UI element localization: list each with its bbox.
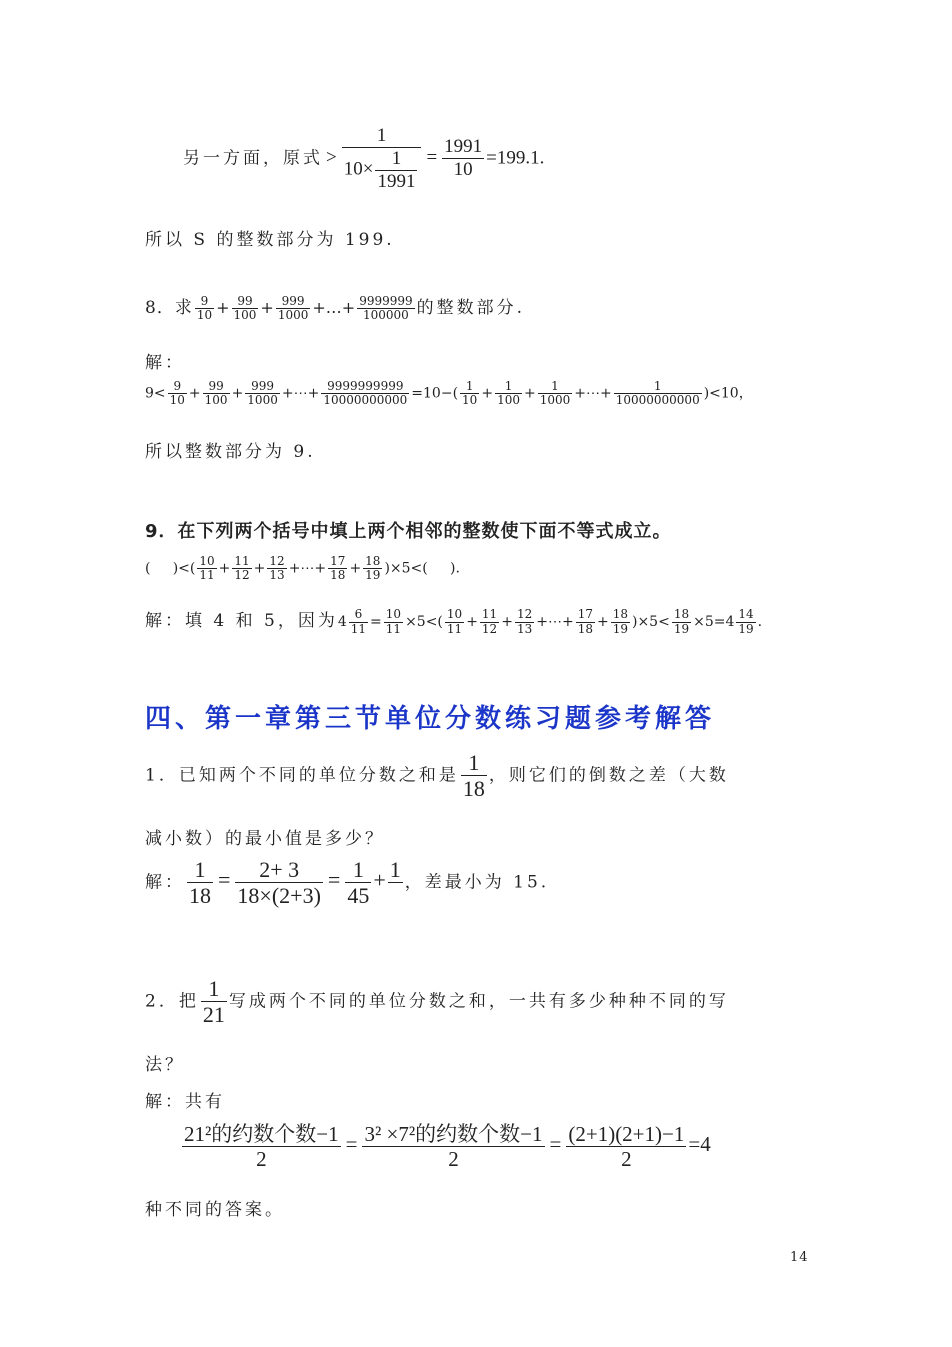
fraction-den: 19 — [673, 621, 690, 636]
fraction-den: 11 — [385, 621, 402, 636]
fraction-num: 14 — [738, 607, 754, 622]
eq-sign: = — [426, 147, 438, 169]
fraction-num: 1 — [342, 125, 422, 148]
fraction-den: 45 — [347, 883, 370, 909]
fraction-den: 13 — [516, 621, 533, 636]
fraction-num: 11 — [481, 607, 498, 622]
fraction-num: 1991 — [444, 136, 483, 158]
sol-term-1 — [445, 608, 464, 635]
sol-tail-1 — [576, 608, 595, 635]
q2-eq-result: =4 — [688, 1132, 711, 1157]
fraction-num: 10 — [199, 554, 215, 568]
fraction-den: 2 — [621, 1147, 632, 1172]
fraction-den: 10000000000 — [323, 393, 408, 408]
sol-frac-f — [736, 608, 755, 635]
fraction-den: 18 — [330, 568, 346, 583]
q2-eq-f1 — [182, 1122, 341, 1171]
expr-right: )×5<( ). — [384, 560, 460, 577]
ineq-rterm-last — [614, 380, 702, 407]
p8-term-last — [357, 295, 414, 322]
q1-sol-f3 — [345, 857, 371, 909]
sol-frac-a — [349, 608, 368, 635]
expr-left: ( )<( — [145, 560, 196, 577]
q2-fraction — [201, 976, 227, 1028]
p7-expression — [183, 125, 544, 193]
p7-fraction-1 — [342, 125, 422, 193]
ineq-term-3 — [245, 380, 280, 407]
fraction-den: 19 — [612, 621, 628, 636]
fraction-den: 19 — [365, 568, 381, 583]
fraction-num: 18 — [365, 554, 381, 568]
ineq-rterm-2 — [495, 380, 522, 407]
q2-line2: 法？ — [145, 1055, 185, 1075]
q2-conclusion: 种不同的答案。 — [145, 1200, 285, 1220]
fraction-num: 1 — [495, 380, 522, 394]
p8-solution-label: 解： — [145, 353, 185, 373]
fraction-num: 9 — [195, 295, 214, 309]
fraction-den: 21 — [202, 1002, 225, 1028]
ineq-rterm-1 — [460, 380, 479, 407]
fraction-num: 1 — [345, 857, 371, 883]
q1-solution: 解： $\frac{1}{18}$ = $\frac{2+ 3}{18\times(2+3)}$ = $\frac{1}{45}$ + 1 ，差最小为 15. — [145, 857, 550, 909]
expr-term-2 — [232, 555, 251, 582]
q2-text2: 写成两个不同的单位分数之和，一共有多少种种不同的写 — [228, 991, 729, 1012]
fraction-den: 1991 — [377, 170, 416, 192]
ineq-term-1 — [168, 380, 187, 407]
sol-e: ×5=4 — [693, 614, 735, 630]
fraction-num: 17 — [577, 607, 593, 622]
fraction-den: 19 — [738, 621, 754, 636]
p8-term-1 — [195, 295, 214, 322]
fraction-den: 10 — [453, 159, 473, 181]
ineq-term-2 — [203, 380, 230, 407]
q1-fraction — [461, 750, 487, 802]
sol-end: . — [757, 614, 763, 630]
q1-sol-f1 — [187, 857, 213, 909]
q1-sol-f2 — [235, 857, 322, 909]
fraction-num: 1 — [201, 976, 227, 1002]
fraction-den — [388, 883, 403, 908]
fraction-den: 1000 — [539, 393, 571, 408]
sol-term-3 — [515, 608, 534, 635]
p7-fraction-2 — [442, 136, 484, 181]
q1-sol-f4 — [388, 857, 403, 909]
sol-frac-b — [384, 608, 403, 635]
fraction-num: 1 — [375, 148, 417, 171]
fraction-den: 11 — [350, 621, 367, 636]
fraction-num: 3² ×7²的约数个数−1 — [364, 1122, 543, 1146]
dots: +⋯+ — [281, 385, 320, 402]
fraction-den: 100 — [497, 393, 520, 408]
fraction-num: 2+ 3 — [235, 857, 322, 883]
fraction-den: 10 — [196, 308, 213, 322]
fraction-num: (2+1)(2+1)−1 — [568, 1122, 685, 1146]
fraction-den: 18×(2+3) — [237, 883, 321, 909]
p8-term-3 — [276, 295, 311, 322]
fraction-den: 10 — [169, 393, 185, 408]
dots: +⋯+ — [574, 385, 612, 402]
fraction-num: 9999999 — [359, 293, 413, 308]
fraction-den: 18 — [189, 883, 211, 909]
p8-suffix: 的整数部分. — [416, 298, 526, 318]
dots: +…+ — [312, 298, 356, 317]
expr-tail-2 — [363, 555, 382, 582]
ineq-left: 9< — [145, 385, 166, 402]
p8-term-2 — [232, 295, 259, 322]
fraction-den: 10000000000 — [615, 393, 700, 408]
q2-question — [145, 976, 729, 1028]
p8-prefix: 8．求 — [145, 298, 193, 318]
sol-frac-d — [672, 608, 691, 635]
plus-sign: + — [373, 867, 386, 893]
fraction-num: 1 — [187, 857, 213, 883]
fraction-den: 100000 — [363, 308, 409, 322]
fraction-num: 1 — [538, 380, 573, 394]
fraction-den: 12 — [234, 568, 250, 583]
q1-text2: ，则它们的倒数之差（大数 — [488, 765, 729, 786]
fraction-den: 100 — [204, 393, 228, 408]
q1-line2: 减小数）的最小值是多少？ — [145, 829, 385, 849]
q2-eq-f3 — [566, 1122, 686, 1171]
p8-inequality: 9< $\frac{9}{10}$ + $\frac{99}{100}$ + $\frac{999}{1000}$ +⋯+ $\frac{9999999999}{10000000000}$ =10−( $\frac{1}{10}$ + $\frac{1}{100}$ + $\frac{1}{1000}$ +⋯+ $\frac{1}{10000000000}$ )<10， — [145, 379, 753, 408]
fraction-den: 18 — [577, 621, 593, 636]
q2-eq-f2 — [362, 1122, 544, 1171]
q2-sol-label: 解：共有 — [145, 1092, 225, 1112]
q2-equation: $\frac{\text{21²的约数个数−1}}{2}$ = $\frac{\text{3² ×7²的约数个数−1}}{2}$ = $\frac{(2+1)(2+1)-1}{2}$ =4 — [184, 1122, 711, 1172]
nested-fraction — [375, 148, 417, 193]
ineq-mid: =10−( — [411, 385, 459, 402]
fraction-den: 1000 — [247, 393, 278, 408]
expr-term-3 — [267, 555, 286, 582]
fraction-num: 99 — [203, 380, 230, 394]
fraction-den — [342, 148, 422, 193]
mixed-whole: 4 — [337, 614, 347, 630]
p9-solution: 解：填 4 和 5，因为4 $\frac{6}{11}$ = $\frac{10}{11}$ ×5<( $\frac{10}{11}$ + $\frac{11}{12}$ + $\frac{12}{13}$ +⋯+ $\frac{17}{18}$ + $\frac{18}{19}$ )×5< $\frac{18}{19}$ ×5=4 $\frac{14}{19}$ . — [145, 607, 763, 636]
p8-conclusion: 所以整数部分为 9. — [145, 442, 316, 462]
den-prefix: 10× — [343, 158, 374, 180]
fraction-num: 6 — [349, 608, 368, 622]
sol-tail-2 — [611, 608, 630, 635]
fraction-den: 2 — [256, 1147, 267, 1172]
q1-sol-label: 解： — [145, 872, 185, 893]
fraction-num: 18 — [612, 607, 628, 622]
fraction-num: 1 — [614, 380, 702, 394]
fraction-den: 18 — [462, 776, 485, 802]
gt-sign: > — [326, 147, 337, 169]
fraction-num: 11 — [234, 554, 250, 568]
fraction-num: 999 — [245, 380, 280, 394]
page-number: 14 — [790, 1250, 809, 1265]
q1-text: 1．已知两个不同的单位分数之和是 — [145, 765, 459, 786]
dots: +⋯+ — [288, 560, 327, 577]
dots: +⋯+ — [536, 614, 574, 630]
sol-c: )×5< — [631, 614, 670, 630]
sol-prefix: 解：填 4 和 5，因为 — [145, 611, 338, 631]
section-heading: 四、第一章第三节单位分数练习题参考解答 — [145, 704, 716, 734]
fraction-num: 17 — [330, 554, 346, 568]
fraction-den: 13 — [269, 568, 285, 583]
sol-term-2 — [480, 608, 499, 635]
fraction-num: 12 — [516, 607, 533, 622]
expr-tail-1 — [328, 555, 347, 582]
fraction-den: 12 — [481, 621, 498, 636]
fraction-num: 1 — [389, 857, 401, 882]
fraction-num: 999 — [276, 295, 311, 309]
p9-expression: ( )<( $\frac{10}{11}$ + $\frac{11}{12}$ + $\frac{12}{13}$ +⋯+ $\frac{17}{18}$ + $\frac{18}{19}$ )×5<( ). — [145, 554, 460, 583]
q1-sol-suffix: ，差最小为 15. — [404, 872, 550, 893]
fraction-num: 12 — [269, 554, 285, 568]
fraction-den: 2 — [448, 1147, 459, 1172]
ineq-term-last — [321, 380, 409, 407]
p7-result: =199.1. — [486, 147, 545, 169]
fraction-num: 1 — [460, 380, 479, 394]
p7-prefix: 另一方面，原式 — [183, 148, 323, 169]
fraction-num: 9 — [168, 380, 187, 394]
fraction-num: 10 — [446, 607, 463, 622]
fraction-den: 11 — [199, 568, 215, 583]
fraction-den: 100 — [233, 308, 257, 322]
q2-text: 2．把 — [145, 991, 199, 1012]
fraction-den: 11 — [446, 621, 463, 636]
q1-question — [145, 750, 729, 802]
fraction-den: 10 — [462, 393, 478, 408]
expr-term-1 — [197, 555, 216, 582]
ineq-rterm-3 — [538, 380, 573, 407]
fraction-num: 21²的约数个数−1 — [184, 1122, 339, 1146]
ineq-end: )<10， — [703, 385, 753, 402]
fraction-den: 1000 — [277, 308, 309, 322]
p7-conclusion: 所以 S 的整数部分为 199. — [145, 230, 395, 250]
fraction-num: 10 — [385, 607, 402, 622]
fraction-num: 99 — [232, 295, 259, 309]
p8-question: 8．求 $\frac{9}{10}$ + $\frac{99}{100}$ + $\frac{999}{1000}$ +…+ $\frac{9999999}{100000}$ 的整数部分. — [145, 293, 526, 322]
fraction-num: 18 — [673, 607, 690, 622]
fraction-num: 9999999999 — [321, 380, 409, 394]
p9-question: 9．在下列两个括号中填上两个相邻的整数使下面不等式成立。 — [145, 521, 672, 542]
fraction-num: 1 — [461, 750, 487, 776]
